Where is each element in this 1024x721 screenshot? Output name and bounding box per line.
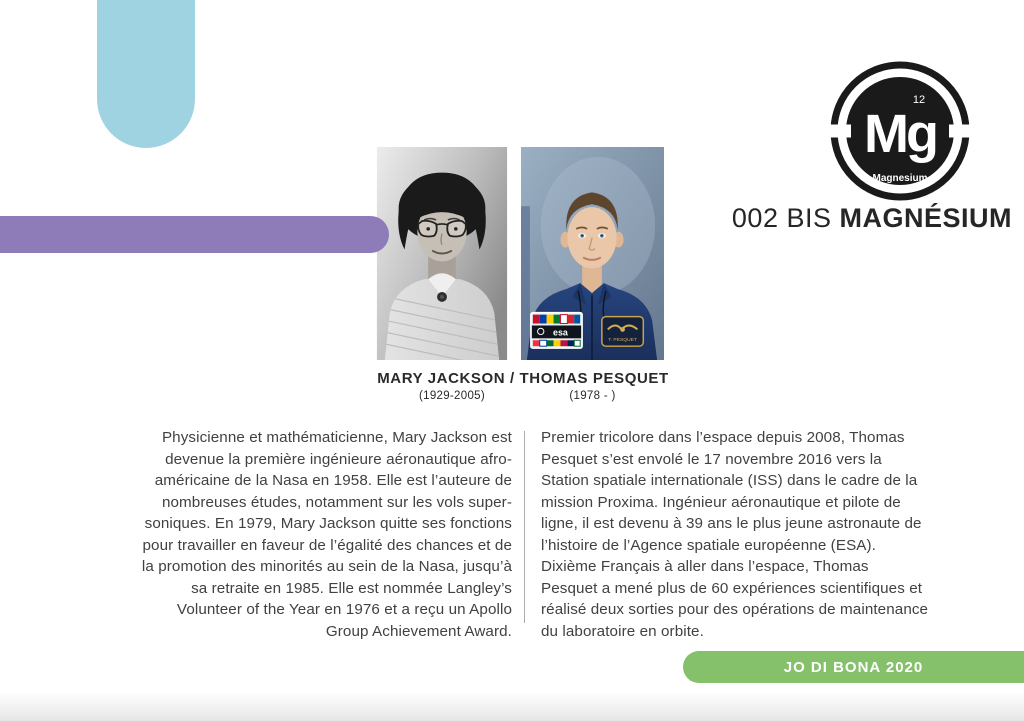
magnesium-element-logo: [830, 61, 970, 201]
atomic-number: 12: [912, 94, 926, 106]
thomas-pesquet-portrait-svg: [520, 147, 665, 360]
lifespan-thomas-pesquet: (1978 - ): [569, 390, 616, 402]
name-badge-text: T. PESQUET: [608, 338, 637, 344]
page-bottom-shadow: [0, 691, 1024, 721]
mary-jackson-bio-column: [133, 427, 512, 642]
element-symbol: Mg: [864, 104, 936, 164]
thomas-pesquet-bio-column: [541, 427, 929, 642]
photo-caption: MARY JACKSON / THOMAS PESQUET: [377, 370, 669, 387]
teal-tab-shape: [97, 0, 195, 148]
esa-patch-text: esa: [553, 327, 568, 338]
thomas-pesquet-photo: [520, 147, 665, 360]
element-logo-svg: [830, 61, 970, 201]
esa-flags-patch: [531, 313, 582, 349]
mary-jackson-photo: [376, 147, 508, 360]
credit-bar: [683, 651, 1024, 683]
credit-text: JO DI BONA 2020: [783, 658, 924, 676]
column-divider: [524, 431, 525, 623]
thomas-pesquet-bio-text: Premier tricolore dans l’espace depuis 2008, Thomas Pesquet s’est envolé le 17 novembre 2016 vers la Station spatiale internationale (ISS) dans le cadre de la mission Proxima. Ingénieur aéronautique et pilote de ligne, il est devenu à 39 ans le plus jeune astronaute de l’histoire de l’Agence spatiale européenne (ESA). Dixième Français à aller dans l’espace, Thomas Pesquet a mené plus de 60 expériences scientifiques et réalisé deux sorties pour des opérations de maintenance du laboratoire en orbite.: [541, 429, 929, 640]
page-title-number: 002 BIS: [731, 203, 832, 233]
page-title: [732, 203, 1012, 234]
element-name: Magnesium: [872, 173, 928, 184]
astronaut-wings-badge: [602, 317, 643, 347]
mary-jackson-portrait-svg: [376, 147, 508, 360]
page-title-element: MAGNÉSIUM: [839, 203, 1012, 233]
lifespan-mary-jackson: (1929-2005): [419, 390, 485, 402]
purple-bar-shape: [0, 216, 389, 253]
mary-jackson-bio-text: Physicienne et mathématicienne, Mary Jackson est devenue la première ingénieure aéronautique afro-américaine de la Nasa en 1958. Elle est l’auteure de nombreuses études, notamment sur les vols super-soniques. En 1979, Mary Jackson quitte ses fonctions pour travailler en faveur de l’égalité des chances et de la promotion des minorités au sein de la Nasa, jusqu’à sa retraite en 1985. Elle est nommée Langley’s Volunteer of the Year en 1976 et a reçu un Apollo Group Achievement Award.: [141, 429, 512, 640]
